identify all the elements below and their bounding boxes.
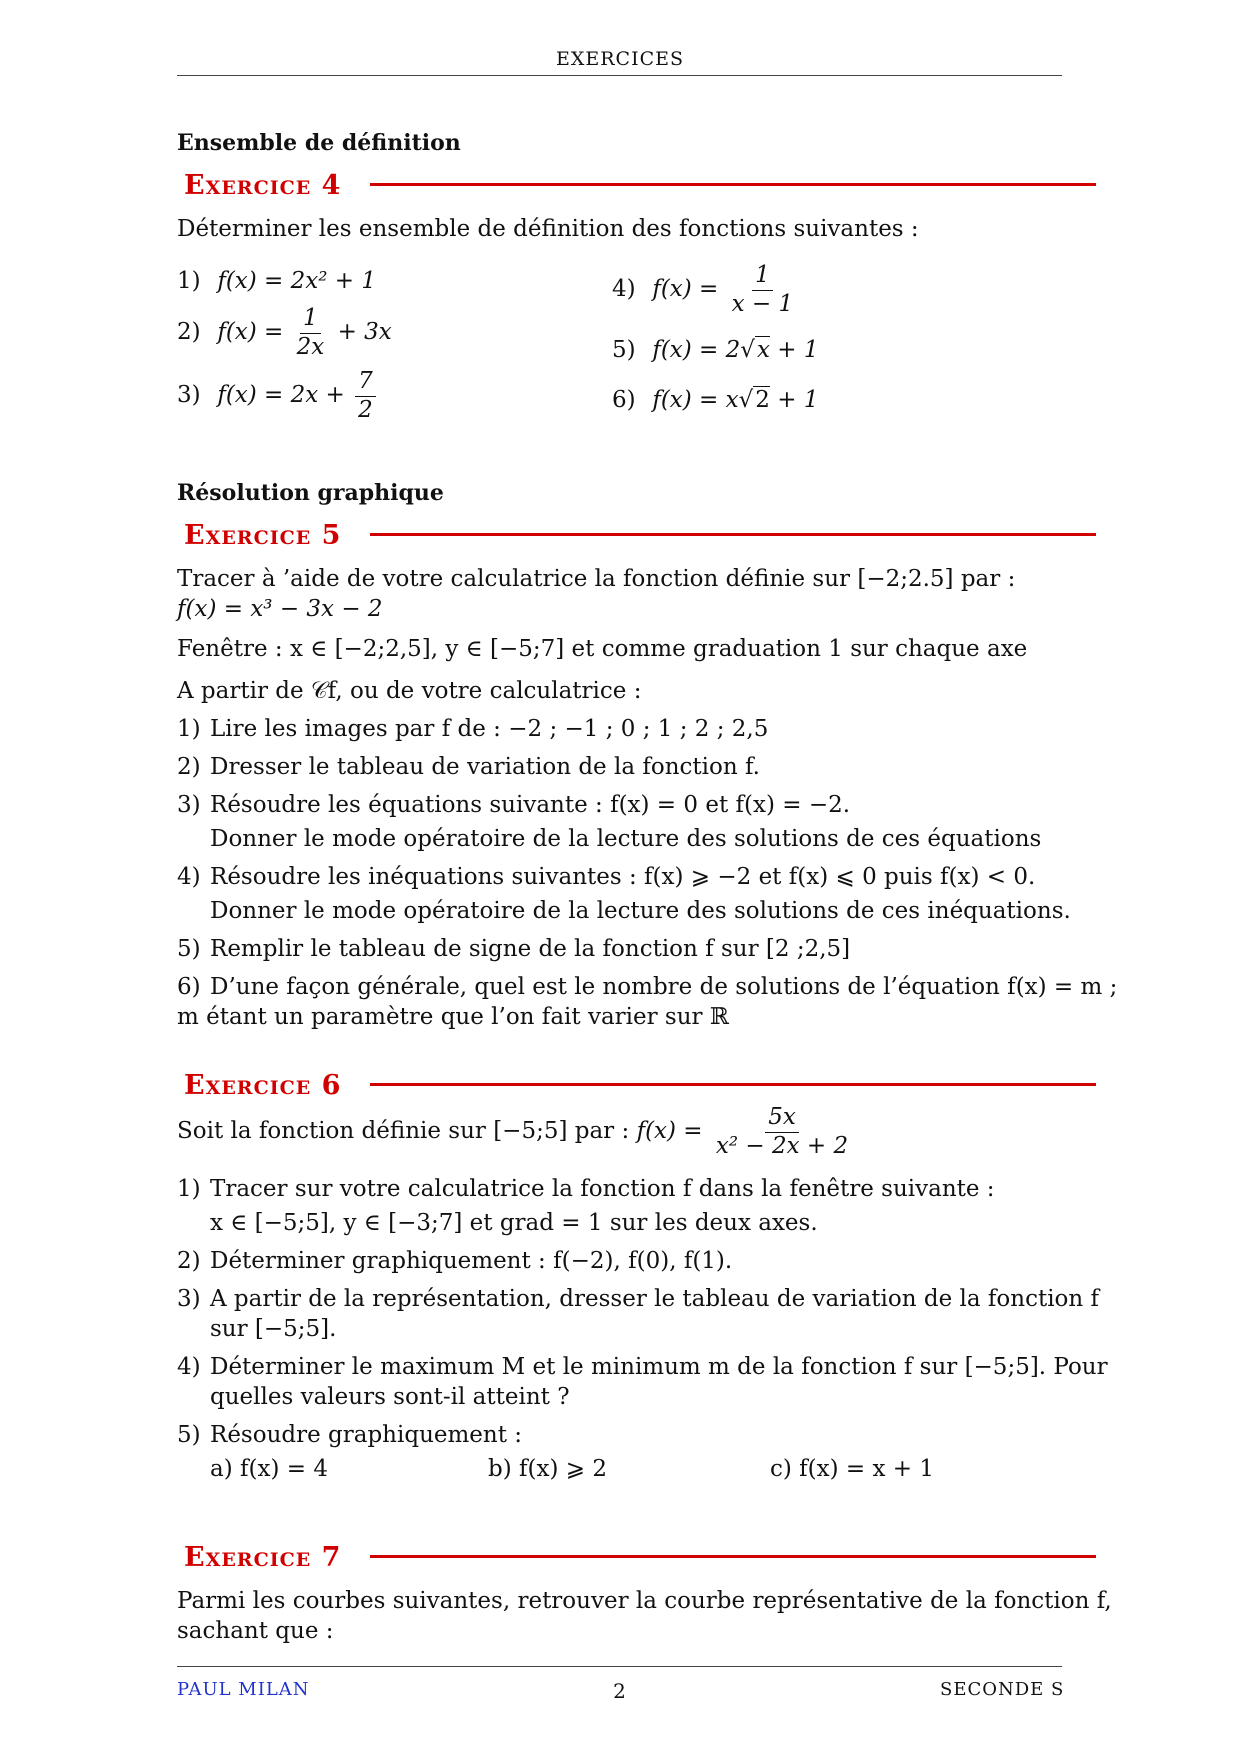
function-label: f(x) =: [636, 1118, 703, 1145]
function-label: f(x) =: [217, 382, 284, 409]
ex6-question-4: 4) Déterminer le maximum M et le minimum m de la fonction f sur [−5;5]. Pour: [177, 1354, 1108, 1380]
expression: 2x² + 1: [290, 268, 376, 294]
intro-text: Soit la fonction définie sur [−5;5] par :: [177, 1118, 630, 1145]
ex6-question-5a: a) f(x) = 4: [210, 1456, 328, 1482]
exercise-6-title: Exercice 6: [184, 1070, 342, 1101]
fraction: $\frac{5x}{\text{x² − 2x + 2}}$: [715, 1104, 849, 1159]
function-label: f(x) =: [652, 276, 719, 303]
ex5-question-4-detail: Donner le mode opératoire de la lecture des solutions de ces inéquations.: [210, 898, 1071, 924]
item-number: 2): [177, 319, 201, 346]
exercise-6-rule: [370, 1083, 1096, 1086]
ex6-question-5: 5) Résoudre graphiquement :: [177, 1422, 523, 1448]
ex6-question-5b: b) f(x) ⩾ 2: [488, 1456, 607, 1482]
function-label: f(x) =: [217, 319, 284, 346]
ex4-item-3: [177, 368, 379, 424]
ex5-question-3-detail: Donner le mode opératoire de la lecture des solutions de ces équations: [210, 826, 1042, 852]
ex4-item-6: 6) f(x) = x√2 + 1: [612, 387, 819, 413]
item-number: 5): [612, 337, 636, 363]
exercise-7-rule: [370, 1555, 1096, 1558]
ex5-line-2: f(x) = x³ − 3x − 2: [177, 596, 383, 622]
page-header-title: EXERCICES: [555, 48, 685, 70]
ex5-line-3: Fenêtre : x ∈ [−2;2,5], y ∈ [−5;7] et comme graduation 1 sur chaque axe: [177, 636, 1028, 662]
section-heading-definition: Ensemble de définition: [177, 130, 461, 156]
ex5-line-4: A partir de 𝒞f, ou de votre calculatrice :: [177, 678, 642, 704]
ex5-question-2: 2) Dresser le tableau de variation de la fonction f.: [177, 754, 760, 780]
item-number: 3): [177, 382, 201, 409]
ex5-question-6-detail: m étant un paramètre que l’on fait varier sur ℝ: [177, 1004, 729, 1030]
ex6-question-4-detail: quelles valeurs sont-il atteint ?: [210, 1384, 570, 1410]
item-number: 1): [177, 268, 201, 294]
item-number: 4): [612, 276, 636, 303]
fraction: $\frac{7}{2}$: [355, 368, 376, 424]
ex4-item-2: [177, 305, 392, 361]
section-heading-graphique: Résolution graphique: [177, 480, 444, 506]
footer-rule: [177, 1666, 1062, 1667]
expression: 2x +: [290, 382, 345, 409]
ex6-question-1: 1) Tracer sur votre calculatrice la fonction f dans la fenêtre suivante :: [177, 1176, 995, 1202]
ex7-line-1: Parmi les courbes suivantes, retrouver la courbe représentative de la fonction f,: [177, 1588, 1112, 1614]
ex6-question-3: 3) A partir de la représentation, dresser le tableau de variation de la fonction f: [177, 1286, 1100, 1312]
exercise-4-title: Exercice 4: [184, 170, 342, 201]
footer-author: PAUL MILAN: [177, 1679, 310, 1700]
ex7-line-2: sachant que :: [177, 1618, 334, 1644]
header-rule: [177, 75, 1062, 76]
function-label: f(x) =: [652, 387, 719, 413]
sqrt-icon: √: [738, 387, 754, 413]
footer-class: SECONDE S: [940, 1679, 1065, 1700]
fraction: $\frac{1}{x - 1}$: [731, 262, 794, 317]
exercise-4-intro: Déterminer les ensemble de définition des fonctions suivantes :: [177, 216, 919, 242]
ex4-item-5: 5) f(x) = 2√x + 1: [612, 337, 819, 363]
function-label: f(x) =: [217, 268, 284, 294]
ex5-question-1: 1) Lire les images par f de : −2 ; −1 ; 0 ; 1 ; 2 ; 2,5: [177, 716, 769, 742]
ex5-question-4: 4) Résoudre les inéquations suivantes : f(x) ⩾ −2 et f(x) ⩽ 0 puis f(x) < 0.: [177, 864, 1036, 890]
ex5-question-6: 6) D’une façon générale, quel est le nombre de solutions de l’équation f(x) = m ;: [177, 974, 1118, 1000]
exercise-5-rule: [370, 533, 1096, 536]
ex6-question-1-detail: x ∈ [−5;5], y ∈ [−3;7] et grad = 1 sur les deux axes.: [210, 1210, 818, 1236]
expression: + 3x: [337, 319, 392, 346]
ex6-question-2: 2) Déterminer graphiquement : f(−2), f(0), f(1).: [177, 1248, 733, 1274]
ex5-question-3: 3) Résoudre les équations suivante : f(x) = 0 et f(x) = −2.: [177, 792, 851, 818]
sqrt-icon: √: [740, 337, 755, 363]
ex6-intro: [177, 1104, 854, 1160]
fraction: $\frac{1}{2x}$: [296, 305, 325, 360]
exercise-4-rule: [370, 183, 1096, 186]
exercise-7-title: Exercice 7: [184, 1542, 342, 1573]
footer-page-number: 2: [613, 1679, 627, 1703]
ex5-question-5: 5) Remplir le tableau de signe de la fonction f sur [2 ;2,5]: [177, 936, 851, 962]
ex5-line-1: Tracer à ’aide de votre calculatrice la fonction définie sur [−2;2.5] par :: [177, 566, 1016, 592]
ex4-item-4: [612, 262, 799, 318]
ex6-question-5c: c) f(x) = x + 1: [770, 1456, 934, 1482]
function-label: f(x) =: [652, 337, 719, 363]
ex6-question-3-detail: sur [−5;5].: [210, 1316, 337, 1342]
item-number: 6): [612, 387, 636, 413]
ex4-item-1: [177, 268, 376, 294]
exercise-5-title: Exercice 5: [184, 520, 342, 551]
